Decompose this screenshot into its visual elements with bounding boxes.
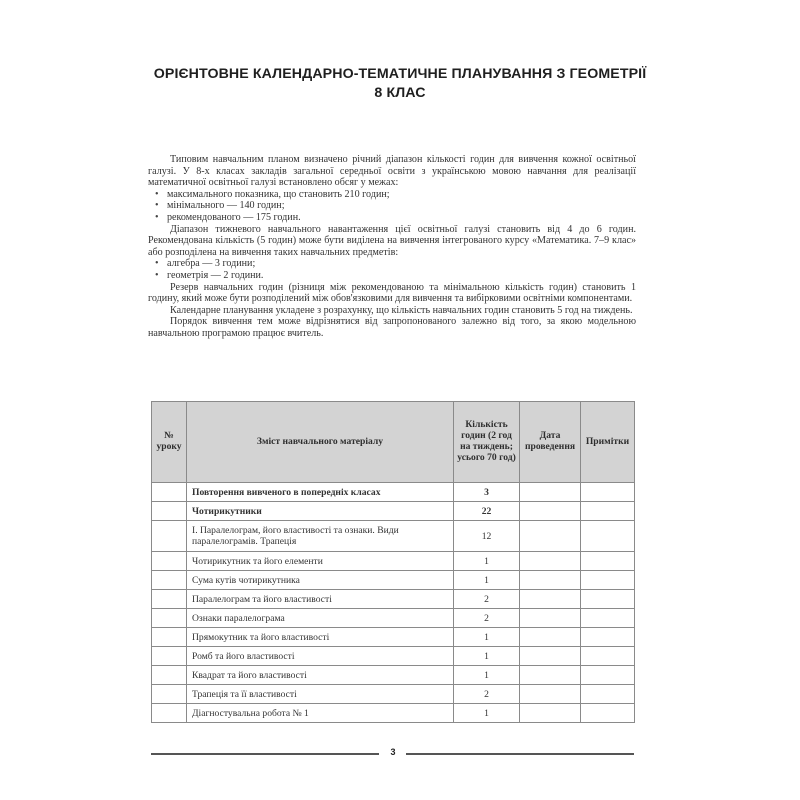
header-date: Дата проведення	[520, 402, 581, 483]
hours-range-list	[148, 189, 636, 224]
header-content: Зміст навчального матеріалу	[187, 402, 454, 483]
page-title: ОРІЄНТОВНЕ КАЛЕНДАРНО-ТЕМАТИЧНЕ ПЛАНУВАННЯ З ГЕОМЕТРІЇ	[153, 66, 647, 82]
cell-content: Ознаки паралелограма	[187, 609, 454, 628]
cell-lesson-number	[152, 704, 187, 723]
cell-date	[520, 666, 581, 685]
list-item: • максимального показника, що становить 210 годин;	[148, 189, 636, 201]
cell-content: Паралелограм та його властивості	[187, 590, 454, 609]
cell-date	[520, 521, 581, 552]
intro-paragraph-1: Типовим навчальним планом визначено річний діапазон кількості годин для вивчення кожної освітньої галузі. У 8-х класах закладів загальної середньої освіти з українською мовою навчання для реалізації математичної освітньої галузі встановлено обсяг у межах:	[148, 154, 636, 189]
intro-paragraph-5: Порядок вивчення тем може відрізнятися від запропонованого залежно від того, за якою модельною навчальною програмою працює вчитель.	[148, 316, 636, 339]
cell-lesson-number	[152, 502, 187, 521]
cell-notes	[581, 552, 635, 571]
cell-date	[520, 502, 581, 521]
cell-content: Чотирикутники	[187, 502, 454, 521]
cell-date	[520, 704, 581, 723]
table-row	[152, 666, 635, 685]
cell-hours: 2	[454, 590, 520, 609]
cell-lesson-number	[152, 552, 187, 571]
table-row	[152, 609, 635, 628]
cell-notes	[581, 666, 635, 685]
intro-paragraph-4: Календарне планування укладене з розрахунку, що кількість навчальних годин становить 5 год на тиждень.	[170, 304, 633, 316]
cell-hours: 1	[454, 647, 520, 666]
cell-date	[520, 647, 581, 666]
cell-notes	[581, 590, 635, 609]
cell-content: Чотирикутник та його елементи	[187, 552, 454, 571]
cell-hours: 22	[454, 502, 520, 521]
cell-hours: 1	[454, 666, 520, 685]
footer-rule-right	[406, 753, 634, 755]
cell-hours: 1	[454, 571, 520, 590]
table-row	[152, 502, 635, 521]
cell-content: Ромб та його властивості	[187, 647, 454, 666]
cell-hours: 12	[454, 521, 520, 552]
calendar-plan-table	[151, 401, 635, 723]
cell-content: Діагностувальна робота № 1	[187, 704, 454, 723]
cell-lesson-number	[152, 628, 187, 647]
cell-date	[520, 483, 581, 502]
table-row	[152, 647, 635, 666]
page-number: 3	[390, 747, 396, 757]
cell-content: Трапеція та її властивості	[187, 685, 454, 704]
subjects-list	[148, 258, 636, 281]
list-item: • алгебра — 3 години;	[148, 258, 636, 270]
cell-hours: 1	[454, 628, 520, 647]
cell-notes	[581, 628, 635, 647]
cell-hours: 2	[454, 685, 520, 704]
cell-content: Сума кутів чотирикутника	[187, 571, 454, 590]
cell-notes	[581, 647, 635, 666]
header-notes: Примітки	[581, 402, 635, 483]
intro-paragraph-3: Резерв навчальних годин (різниця між рекомендованою та мінімальною кількість годин) становить 1 годину, який може бути розподілений між обов'язковими для вивчення та вибірковими освітніми компонентами.	[148, 281, 636, 305]
table-header-row	[152, 402, 635, 483]
table-row	[152, 521, 635, 552]
cell-lesson-number	[152, 609, 187, 628]
table-row	[152, 628, 635, 647]
cell-hours: 2	[454, 609, 520, 628]
cell-lesson-number	[152, 521, 187, 552]
table-row	[152, 590, 635, 609]
header-hours: Кількість годин (2 год на тиждень; усього 70 год)	[454, 402, 520, 483]
list-item: • мінімального — 140 годин;	[148, 200, 636, 212]
cell-notes	[581, 483, 635, 502]
cell-date	[520, 609, 581, 628]
cell-notes	[581, 704, 635, 723]
list-item: • геометрія — 2 години.	[148, 270, 636, 282]
cell-content: Прямокутник та його властивості	[187, 628, 454, 647]
page-subtitle-grade: 8 КЛАС	[374, 85, 426, 101]
table-row	[152, 571, 635, 590]
cell-lesson-number	[152, 647, 187, 666]
cell-notes	[581, 685, 635, 704]
cell-lesson-number	[152, 483, 187, 502]
cell-date	[520, 552, 581, 571]
cell-notes	[581, 609, 635, 628]
table-row	[152, 552, 635, 571]
cell-content: Повторення вивченого в попередніх класах	[187, 483, 454, 502]
list-item: • рекомендованого — 175 годин.	[148, 212, 636, 224]
cell-date	[520, 571, 581, 590]
cell-notes	[581, 571, 635, 590]
table-row	[152, 704, 635, 723]
cell-lesson-number	[152, 571, 187, 590]
table-row	[152, 483, 635, 502]
cell-hours: 1	[454, 704, 520, 723]
cell-lesson-number	[152, 666, 187, 685]
cell-content: І. Паралелограм, його властивості та ознаки. Види паралелограмів. Трапеція	[187, 521, 454, 552]
table-row	[152, 685, 635, 704]
cell-notes	[581, 502, 635, 521]
intro-text	[148, 154, 636, 340]
cell-date	[520, 590, 581, 609]
cell-date	[520, 628, 581, 647]
cell-date	[520, 685, 581, 704]
cell-hours: 1	[454, 552, 520, 571]
cell-hours: 3	[454, 483, 520, 502]
cell-content: Квадрат та його властивості	[187, 666, 454, 685]
header-lesson-number: № уроку	[152, 402, 187, 483]
footer-rule-left	[151, 753, 379, 755]
cell-lesson-number	[152, 590, 187, 609]
cell-lesson-number	[152, 685, 187, 704]
cell-notes	[581, 521, 635, 552]
intro-paragraph-2: Діапазон тижневого навчального навантаження цієї освітньої галузі становить від 4 до 6 годин. Рекомендована кількість (5 годин) може бути виділена на вивчення інтегрованого курсу «Математика. 7–9 клас» або розподілена на вивчення таких навчальних предметів:	[148, 223, 636, 258]
